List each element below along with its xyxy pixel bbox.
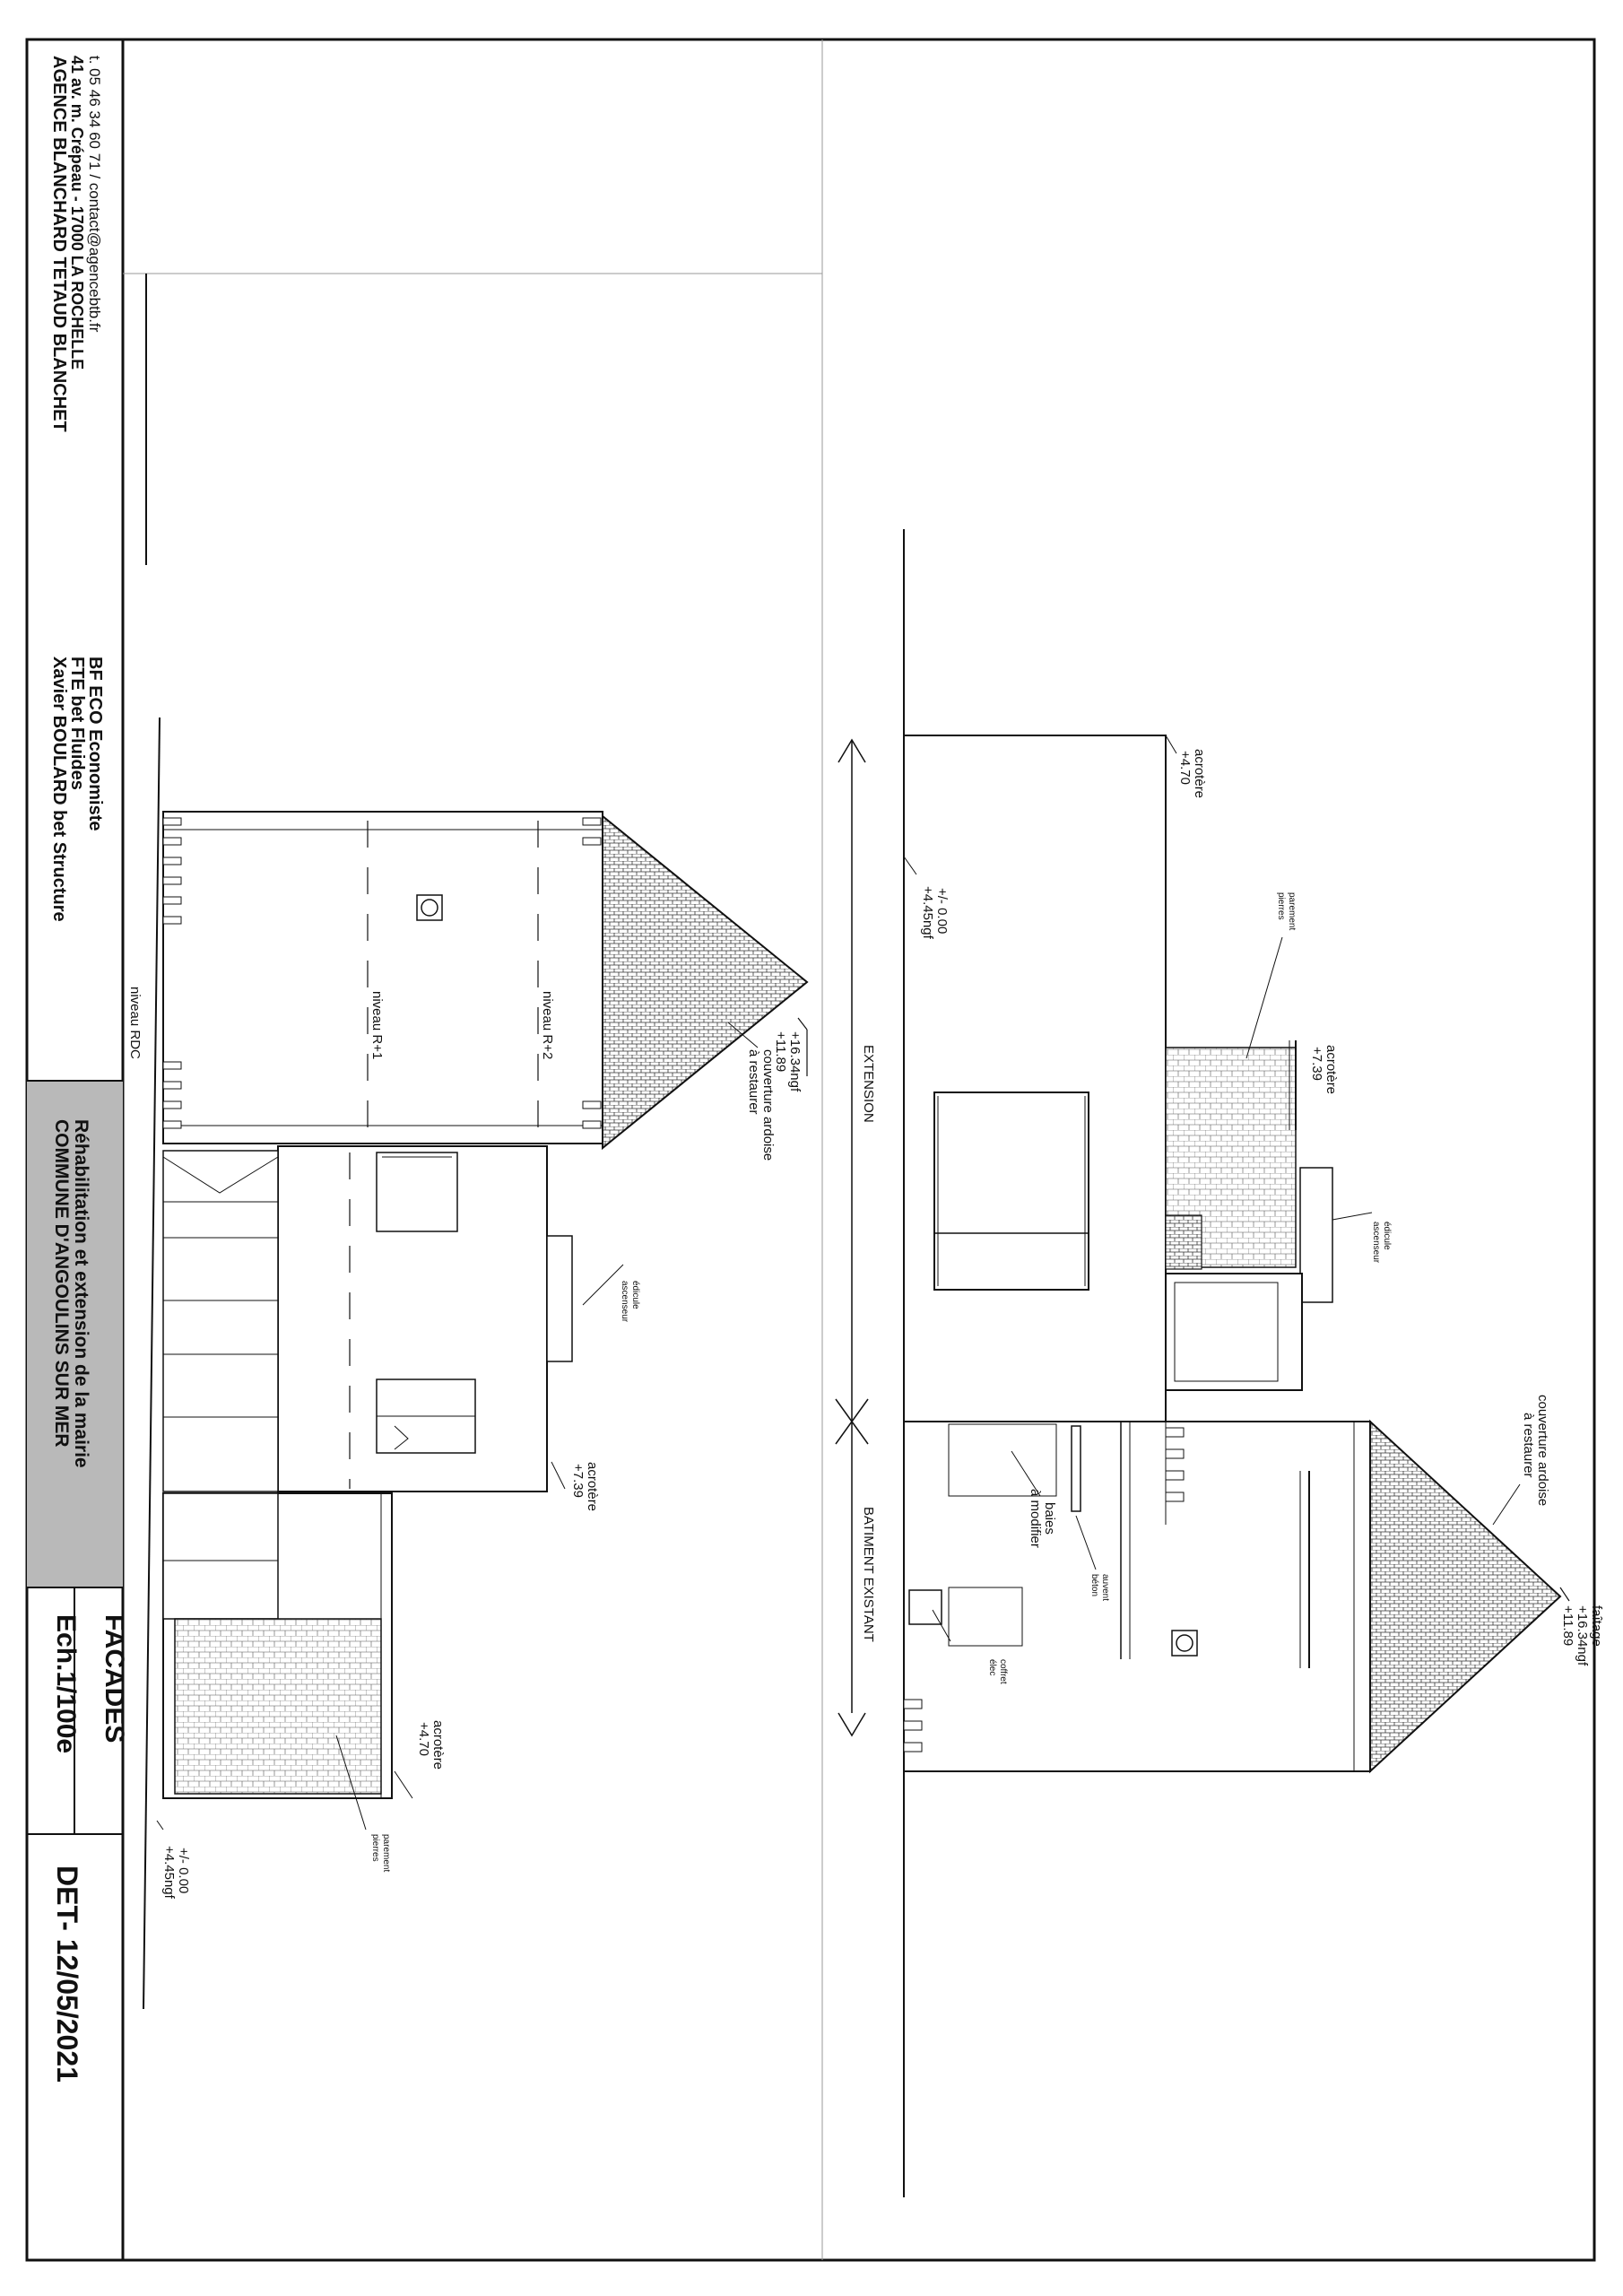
ground-value-right: +/- 0.00	[934, 888, 950, 935]
elevator-housing-left	[547, 1236, 572, 1361]
extension-zone-label: EXTENSION	[861, 1045, 876, 1123]
project-description: Réhabilitation et extension de la mairie	[71, 1119, 91, 1468]
vent-louver-right	[1166, 1215, 1202, 1269]
ground-ngf-left: +4.45ngf	[161, 1846, 177, 1899]
bays-note-1: baies	[1042, 1502, 1057, 1535]
stone-note-right-2: pierres	[1276, 892, 1286, 920]
low-acrotere-label-left: acrotère	[430, 1720, 446, 1770]
ext-acrotere-value-left: +7.39	[570, 1464, 586, 1498]
extension-block-right	[904, 735, 1166, 1422]
stone-note-left-2: pierres	[370, 1834, 380, 1862]
agency-name: AGENCE BLANCHARD TETAUD BLANCHET	[49, 56, 69, 432]
ext-acrotere-label-left: acrotère	[585, 1462, 600, 1512]
ext-window-right	[934, 1092, 1089, 1290]
roof-note-left-1: couverture ardoise	[760, 1049, 776, 1161]
cartouche	[27, 56, 129, 2083]
stone-note-left-1: parement	[381, 1834, 391, 1873]
acrotere-low-value-right: +4.70	[1177, 751, 1193, 785]
partner-economist: BF ECO Economiste	[85, 657, 105, 831]
ground-value-left: +/- 0.00	[176, 1848, 191, 1894]
level-r2-label: niveau R+2	[540, 991, 555, 1060]
acrotere-low-label-right: acrotère	[1192, 749, 1207, 799]
oculus-window-right	[1172, 1631, 1197, 1656]
ridge-label-right: faîtage	[1589, 1605, 1604, 1647]
stone-cladding-left	[175, 1619, 381, 1794]
agency-address: 41 av. m. Crépeau - 17000 LA ROCHELLE	[68, 56, 86, 370]
box-note-1: coffret	[998, 1659, 1008, 1684]
roof-note-right-2: à restaurer	[1521, 1413, 1536, 1478]
phase-date: DET- 12/05/2021	[51, 1866, 83, 2083]
elevator-housing-right	[1300, 1168, 1332, 1302]
ridge-level-marker-left	[773, 1018, 807, 1092]
level-rdc-label: niveau RDC	[127, 987, 143, 1059]
elevation-right	[836, 529, 1604, 2197]
acrotere-high-label-right: acrotère	[1324, 1045, 1339, 1095]
zone-dimension-line	[836, 740, 876, 1735]
level-r1-label: niveau R+1	[369, 991, 385, 1060]
low-acrotere-value-left: +4.70	[416, 1722, 431, 1756]
bays-note-2: à modifier	[1028, 1489, 1043, 1548]
device-note-left-1: édicule	[630, 1281, 640, 1309]
ridge-level-sub: +11.89	[773, 1031, 788, 1073]
bays-to-modify	[949, 1424, 1056, 1496]
canopy-note-1: auvent	[1100, 1574, 1110, 1602]
low-glazing-left	[163, 1493, 278, 1619]
ground-line	[143, 718, 160, 2009]
device-note-left-2: ascenseur	[620, 1281, 629, 1323]
acrotere-high-value-right: +7.39	[1309, 1047, 1324, 1081]
box-note-2: élec	[987, 1659, 997, 1676]
project-commune: COMMUNE D'ANGOULINS SUR MER	[51, 1119, 72, 1448]
sheet-border	[27, 39, 1594, 2260]
partner-structure: Xavier BOULARD bet Structure	[49, 657, 69, 922]
ridge-level-value: +16.34ngf	[787, 1031, 803, 1092]
agency-contact: t. 05 46 34 60 71 / contact@agencebtb.fr	[86, 56, 103, 333]
existing-zone-label: BATIMENT EXISTANT	[861, 1507, 876, 1642]
ridge-level-right: +16.34ngf	[1575, 1605, 1590, 1666]
device-note-right-1: édicule	[1382, 1222, 1392, 1250]
roof-note-right-1: couverture ardoise	[1535, 1395, 1550, 1507]
ground-ngf-right: +4.45ngf	[920, 886, 935, 939]
roof-note-left-2: à restaurer	[746, 1049, 761, 1115]
stone-note-right-1: parement	[1287, 892, 1297, 931]
drawing-scale: Ech.1/100e	[51, 1614, 81, 1754]
ridge-sub-right: +11.89	[1560, 1605, 1575, 1647]
canopy-note-2: béton	[1089, 1574, 1099, 1597]
ext-window-left-top	[377, 1152, 457, 1231]
oculus-window	[417, 895, 442, 920]
elevation-left	[127, 718, 807, 2009]
electrical-box	[909, 1590, 942, 1624]
concrete-canopy	[1072, 1426, 1081, 1511]
device-note-right-2: ascenseur	[1371, 1222, 1381, 1264]
existing-building-body	[163, 812, 603, 1144]
partner-fluids: FTE bet Fluides	[67, 657, 87, 790]
sheet-title: FACADES	[100, 1614, 129, 1744]
